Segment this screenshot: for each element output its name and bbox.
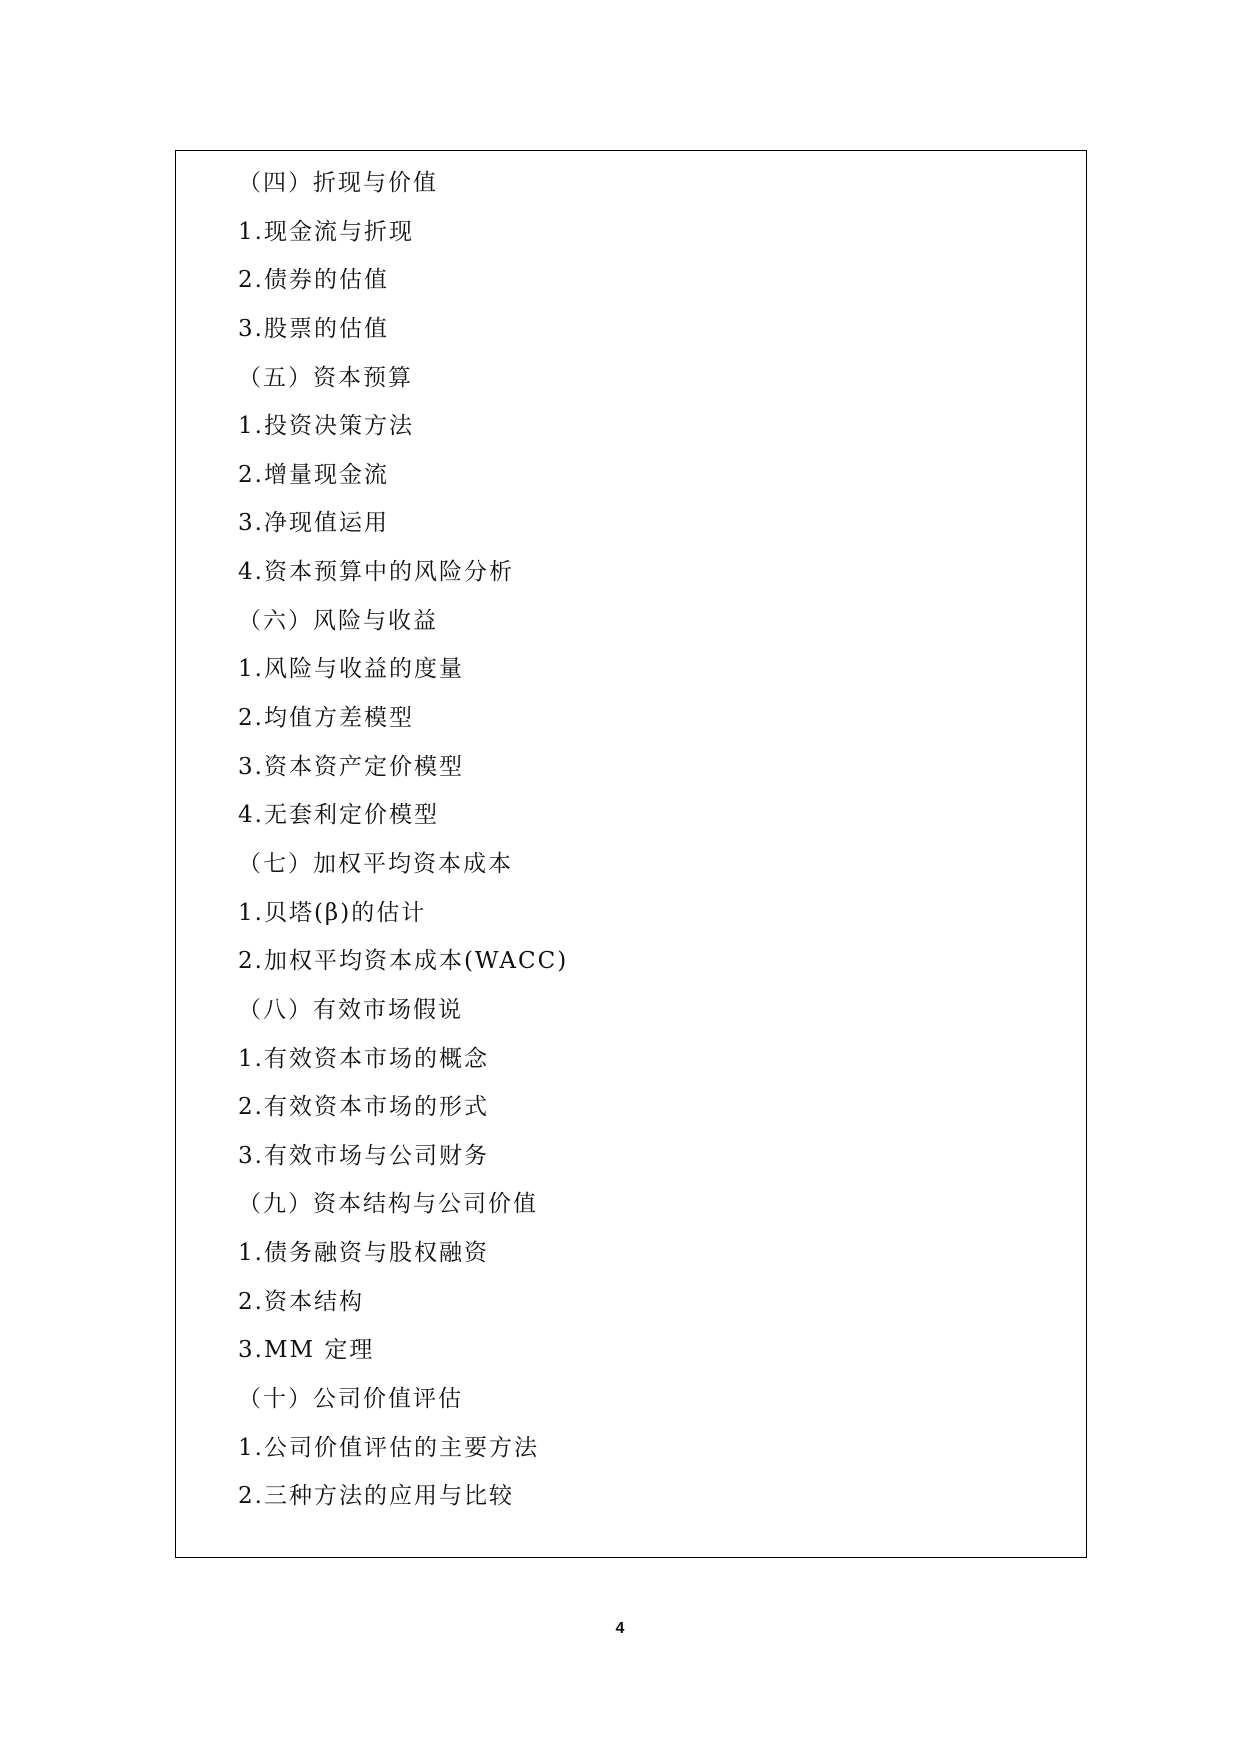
section-heading: （六）风险与收益 — [238, 607, 438, 634]
outline-item: 3.资本资产定价模型 — [238, 753, 464, 780]
outline-item: 4.无套利定价模型 — [238, 802, 439, 829]
outline-item: 1.债务融资与股权融资 — [238, 1240, 489, 1267]
section-heading: （五）资本预算 — [238, 364, 413, 391]
outline-item: 3.净现值运用 — [238, 510, 389, 537]
outline-item: 1.投资决策方法 — [238, 413, 414, 440]
outline-item: 4.资本预算中的风险分析 — [238, 559, 514, 586]
outline-item: 2.债券的估值 — [238, 267, 389, 294]
outline-item: 3.MM 定理 — [238, 1337, 375, 1364]
outline-item: 1.贝塔(β)的估计 — [238, 899, 427, 926]
section-heading: （八）有效市场假说 — [238, 996, 463, 1023]
section-heading: （九）资本结构与公司价值 — [238, 1191, 538, 1218]
outline-item: 2.三种方法的应用与比较 — [238, 1483, 514, 1510]
outline-item: 1.公司价值评估的主要方法 — [238, 1434, 539, 1461]
outline-item: 1.有效资本市场的概念 — [238, 1045, 489, 1072]
outline-item: 2.均值方差模型 — [238, 705, 414, 732]
outline-item: 1.风险与收益的度量 — [238, 656, 464, 683]
outline-item: 3.有效市场与公司财务 — [238, 1142, 489, 1169]
outline-item: 2.加权平均资本成本(WACC) — [238, 948, 569, 975]
content-frame — [175, 150, 1087, 1558]
section-heading: （七）加权平均资本成本 — [238, 850, 513, 877]
outline-item: 2.增量现金流 — [238, 461, 389, 488]
outline-item: 2.资本结构 — [238, 1288, 364, 1315]
section-heading: （四）折现与价值 — [238, 170, 438, 196]
outline-item: 2.有效资本市场的形式 — [238, 1094, 489, 1121]
syllabus-outline — [238, 159, 568, 1521]
page-number: 4 — [615, 1620, 625, 1637]
outline-item: 3.股票的估值 — [238, 315, 389, 342]
section-heading: （十）公司价值评估 — [238, 1386, 463, 1413]
outline-item: 1.现金流与折现 — [238, 218, 414, 245]
